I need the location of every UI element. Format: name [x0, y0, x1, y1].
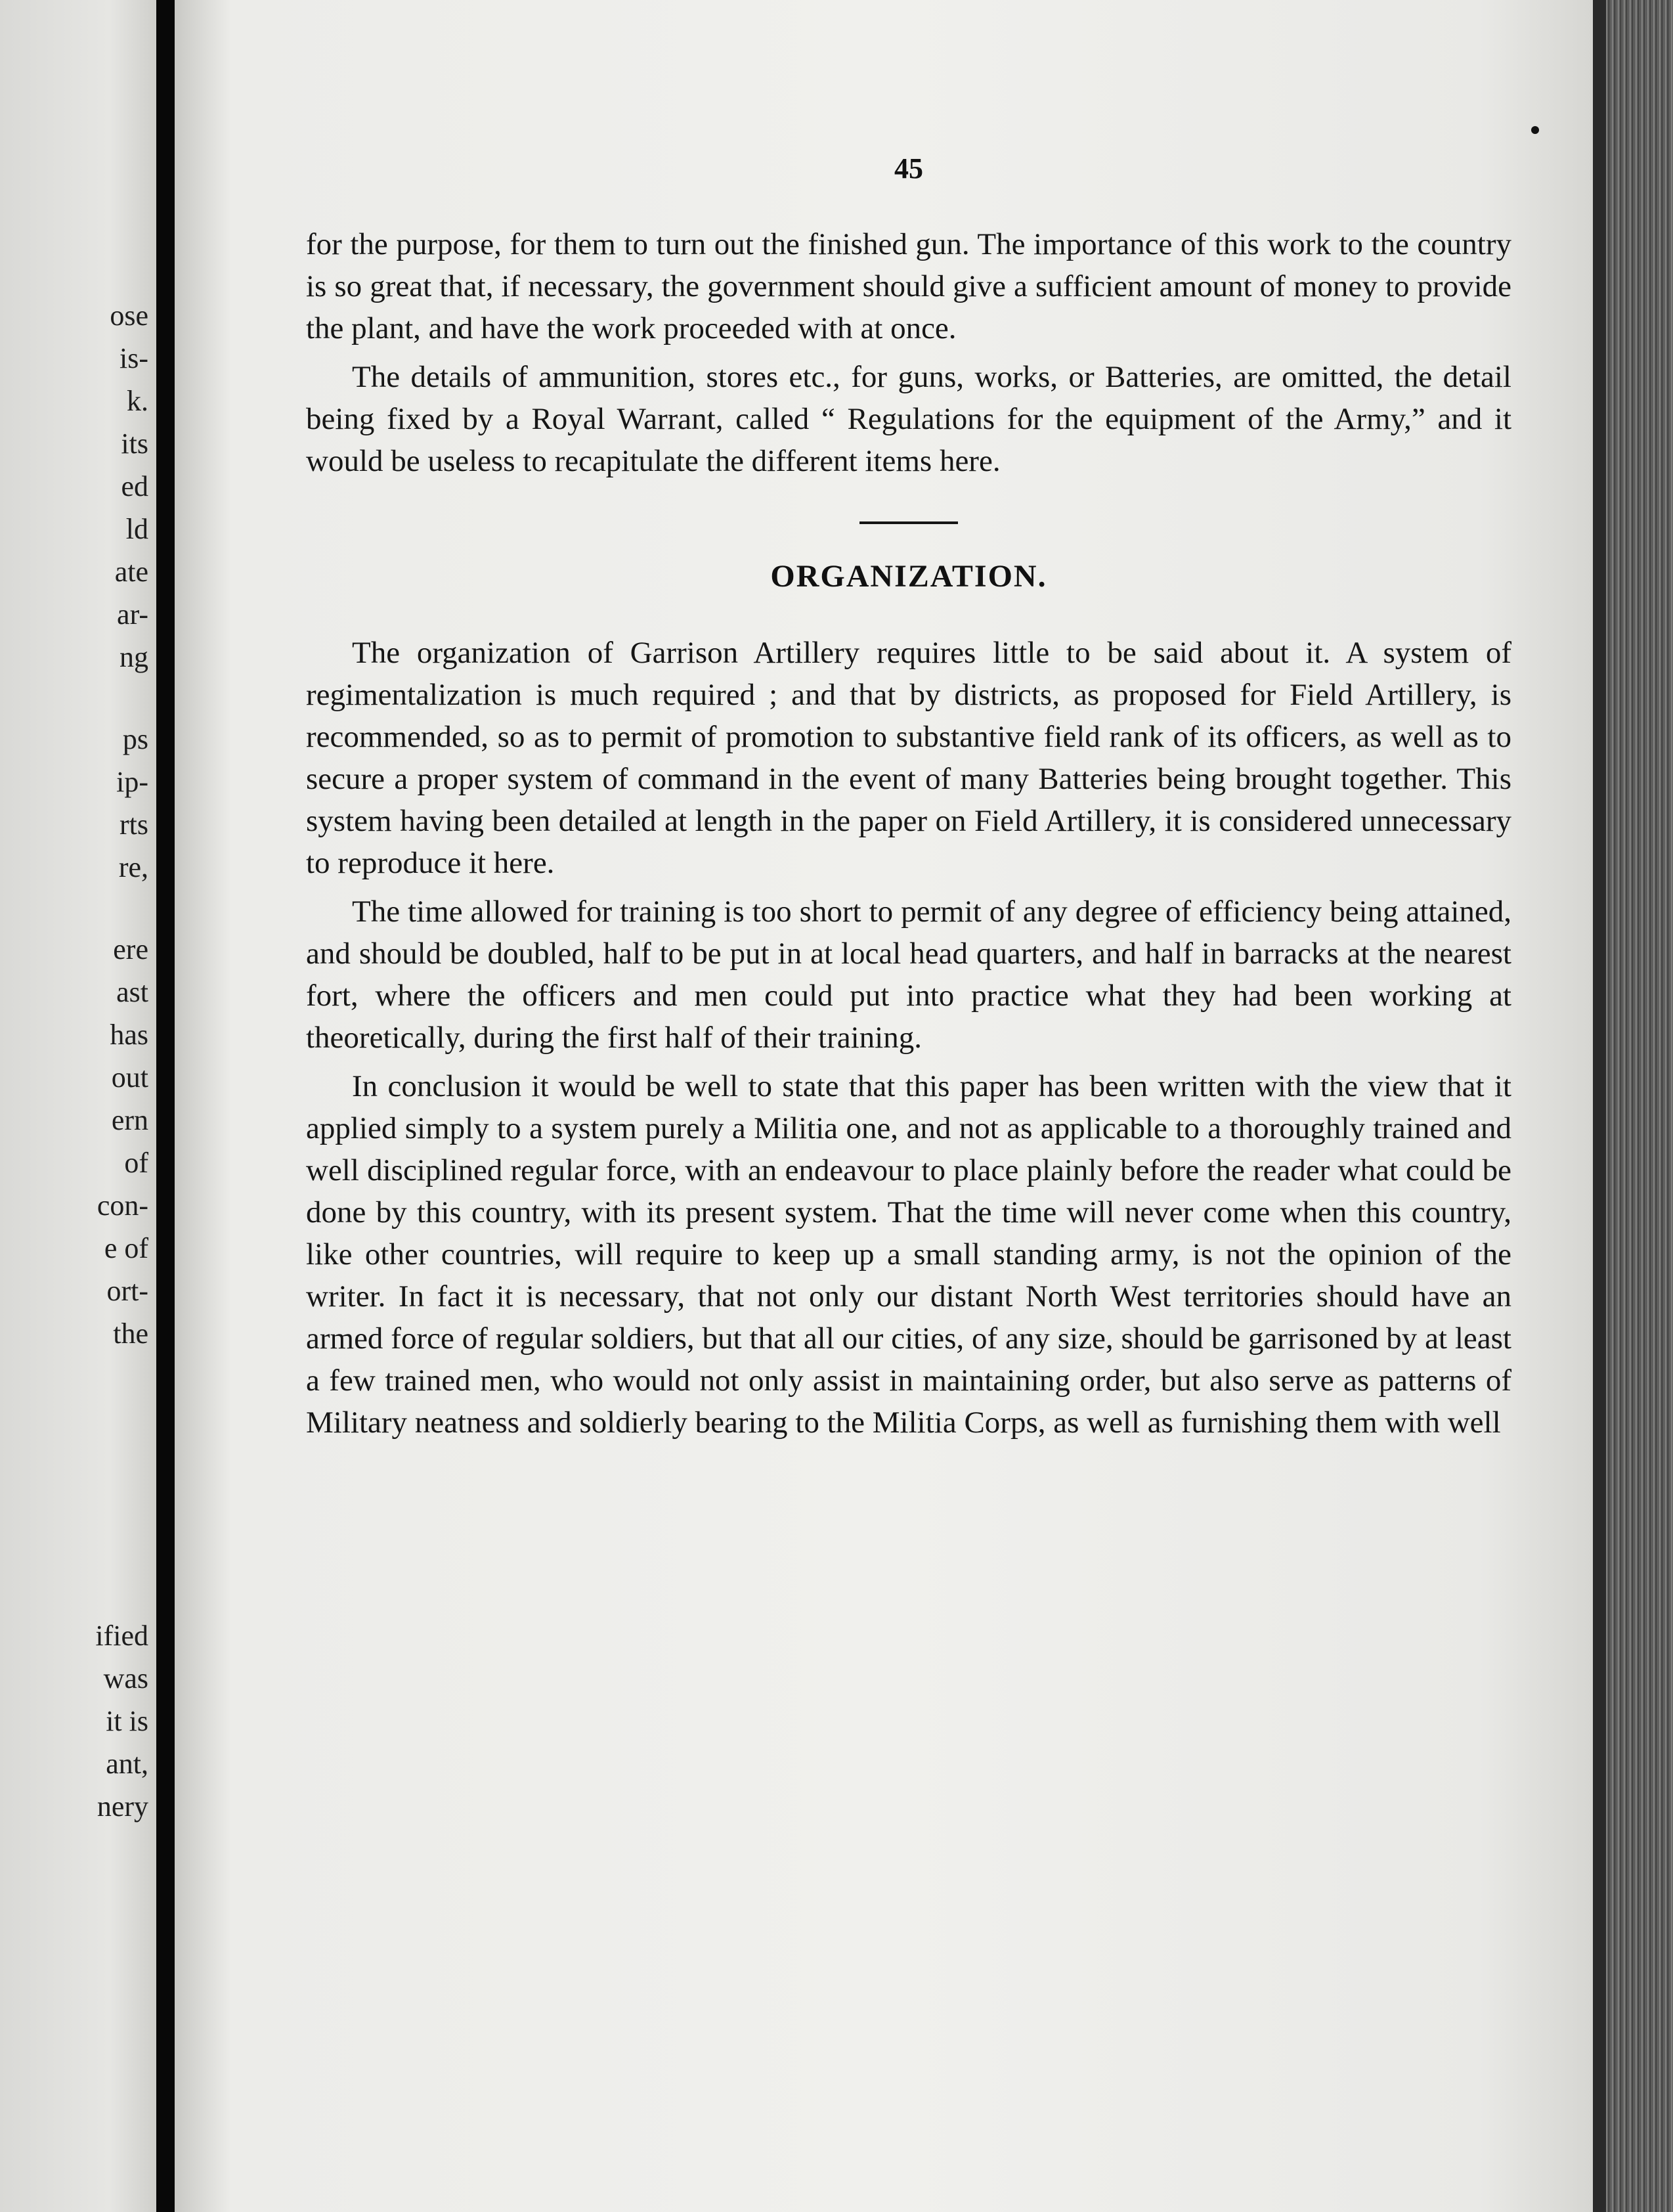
left-page-fragment: ere: [113, 933, 148, 965]
left-page-fragment: out: [111, 1061, 148, 1094]
left-page-fragment: ose: [110, 299, 148, 332]
left-page-fragment: ified: [95, 1620, 148, 1652]
left-page-fragment: rts: [120, 808, 148, 841]
section-divider: [859, 521, 958, 524]
paragraph: The organization of Garrison Artillery requires little to be said about it. A system of regimentalization is much required ; and that by districts, as proposed for Field Artillery, is recommended, so as to permit of promotion to substantive field rank of its officers, as well as to secure a proper system of command in the event of many Batteries being brought together. This system having been detailed at length in the paper on Field Artillery, it is considered unnecessary to reproduce it here.: [306, 636, 1511, 880]
left-page-fragment: ort-: [106, 1275, 148, 1307]
main-page: [175, 0, 1593, 2212]
left-page-fragment: ld: [125, 513, 148, 545]
bottom-paragraphs: [306, 632, 1511, 1444]
left-page-fragment: ps: [122, 723, 148, 755]
left-page-fragment: ate: [114, 556, 148, 588]
left-page-fragment: re,: [118, 851, 148, 883]
page-stack-edges: [1593, 0, 1673, 2212]
left-page-fragment: has: [110, 1019, 148, 1051]
left-page-fragment: ar-: [117, 598, 148, 630]
left-page-fragment: ant,: [106, 1748, 148, 1780]
left-page-fragment: ast: [116, 976, 148, 1008]
left-page-fragment: its: [121, 428, 148, 460]
speck-mark: [1531, 126, 1539, 134]
left-page-fragment: was: [103, 1662, 148, 1694]
paragraph: In conclusion it would be well to state that this paper has been written with the view that it applied simply to a system purely a Militia one, and not as applicable to a thoroughly trained and well disciplined regular force, with an endeavour to place plainly before the reader what could be done by this country, with its present system. That the time will never come when this country, like other countries, will require to keep up a small standing army, is not the opinion of the writer. In fact it is necessary, that not only our distant North West territories should have an armed force of regular soldiers, but that all our cities, of any size, should be garrisoned by at least a few trained men, who would not only assist in maintaining order, but also serve as patterns of Military neatness and soldierly bearing to the Militia Corps, as well as furnishing them with well: [306, 1069, 1511, 1440]
left-page-fragment: con-: [97, 1189, 148, 1222]
left-page-fragment: k.: [127, 385, 148, 417]
left-page-fragment: of: [124, 1147, 148, 1179]
paragraph: The time allowed for training is too short to permit of any degree of efficiency being attained, and should be doubled, half to be put in at local head quarters, and half in barracks at the nearest fort, where the officers and men could put into practice what they had been working at theoretically, during the first half of their training.: [306, 895, 1511, 1055]
left-page-fragment: is-: [120, 342, 148, 374]
paragraph: The details of ammunition, stores etc., for guns, works, or Batteries, are omitted, the detail being fixed by a Royal Warrant, called “ Regulations for the equipment of the Army,” and it would be useless to recapitulate the different items here.: [306, 360, 1511, 478]
book-gutter: [156, 0, 175, 2212]
paragraph: for the purpose, for them to turn out the finished gun. The importance of this work to the country is so great that, if necessary, the government should give a sufficient amount of money to provide the plant, and have the work proceeded with at once.: [306, 227, 1511, 345]
page-number: 45: [894, 152, 923, 185]
left-page-fragment: e of: [104, 1232, 148, 1264]
left-page-fragment: nery: [97, 1790, 148, 1823]
left-page-fragment: ern: [111, 1104, 148, 1136]
left-page-fragment: ed: [121, 470, 148, 502]
section-heading: ORGANIZATION.: [770, 559, 1047, 594]
left-page-fragment: the: [113, 1317, 148, 1350]
left-page-fragment: ip-: [116, 766, 148, 798]
top-paragraphs: [306, 223, 1511, 482]
page-body: [306, 151, 1511, 1450]
left-page-fragment: ng: [120, 641, 148, 673]
left-page-text-fragments: [0, 0, 156, 2212]
left-page-fragment: it is: [106, 1705, 148, 1737]
